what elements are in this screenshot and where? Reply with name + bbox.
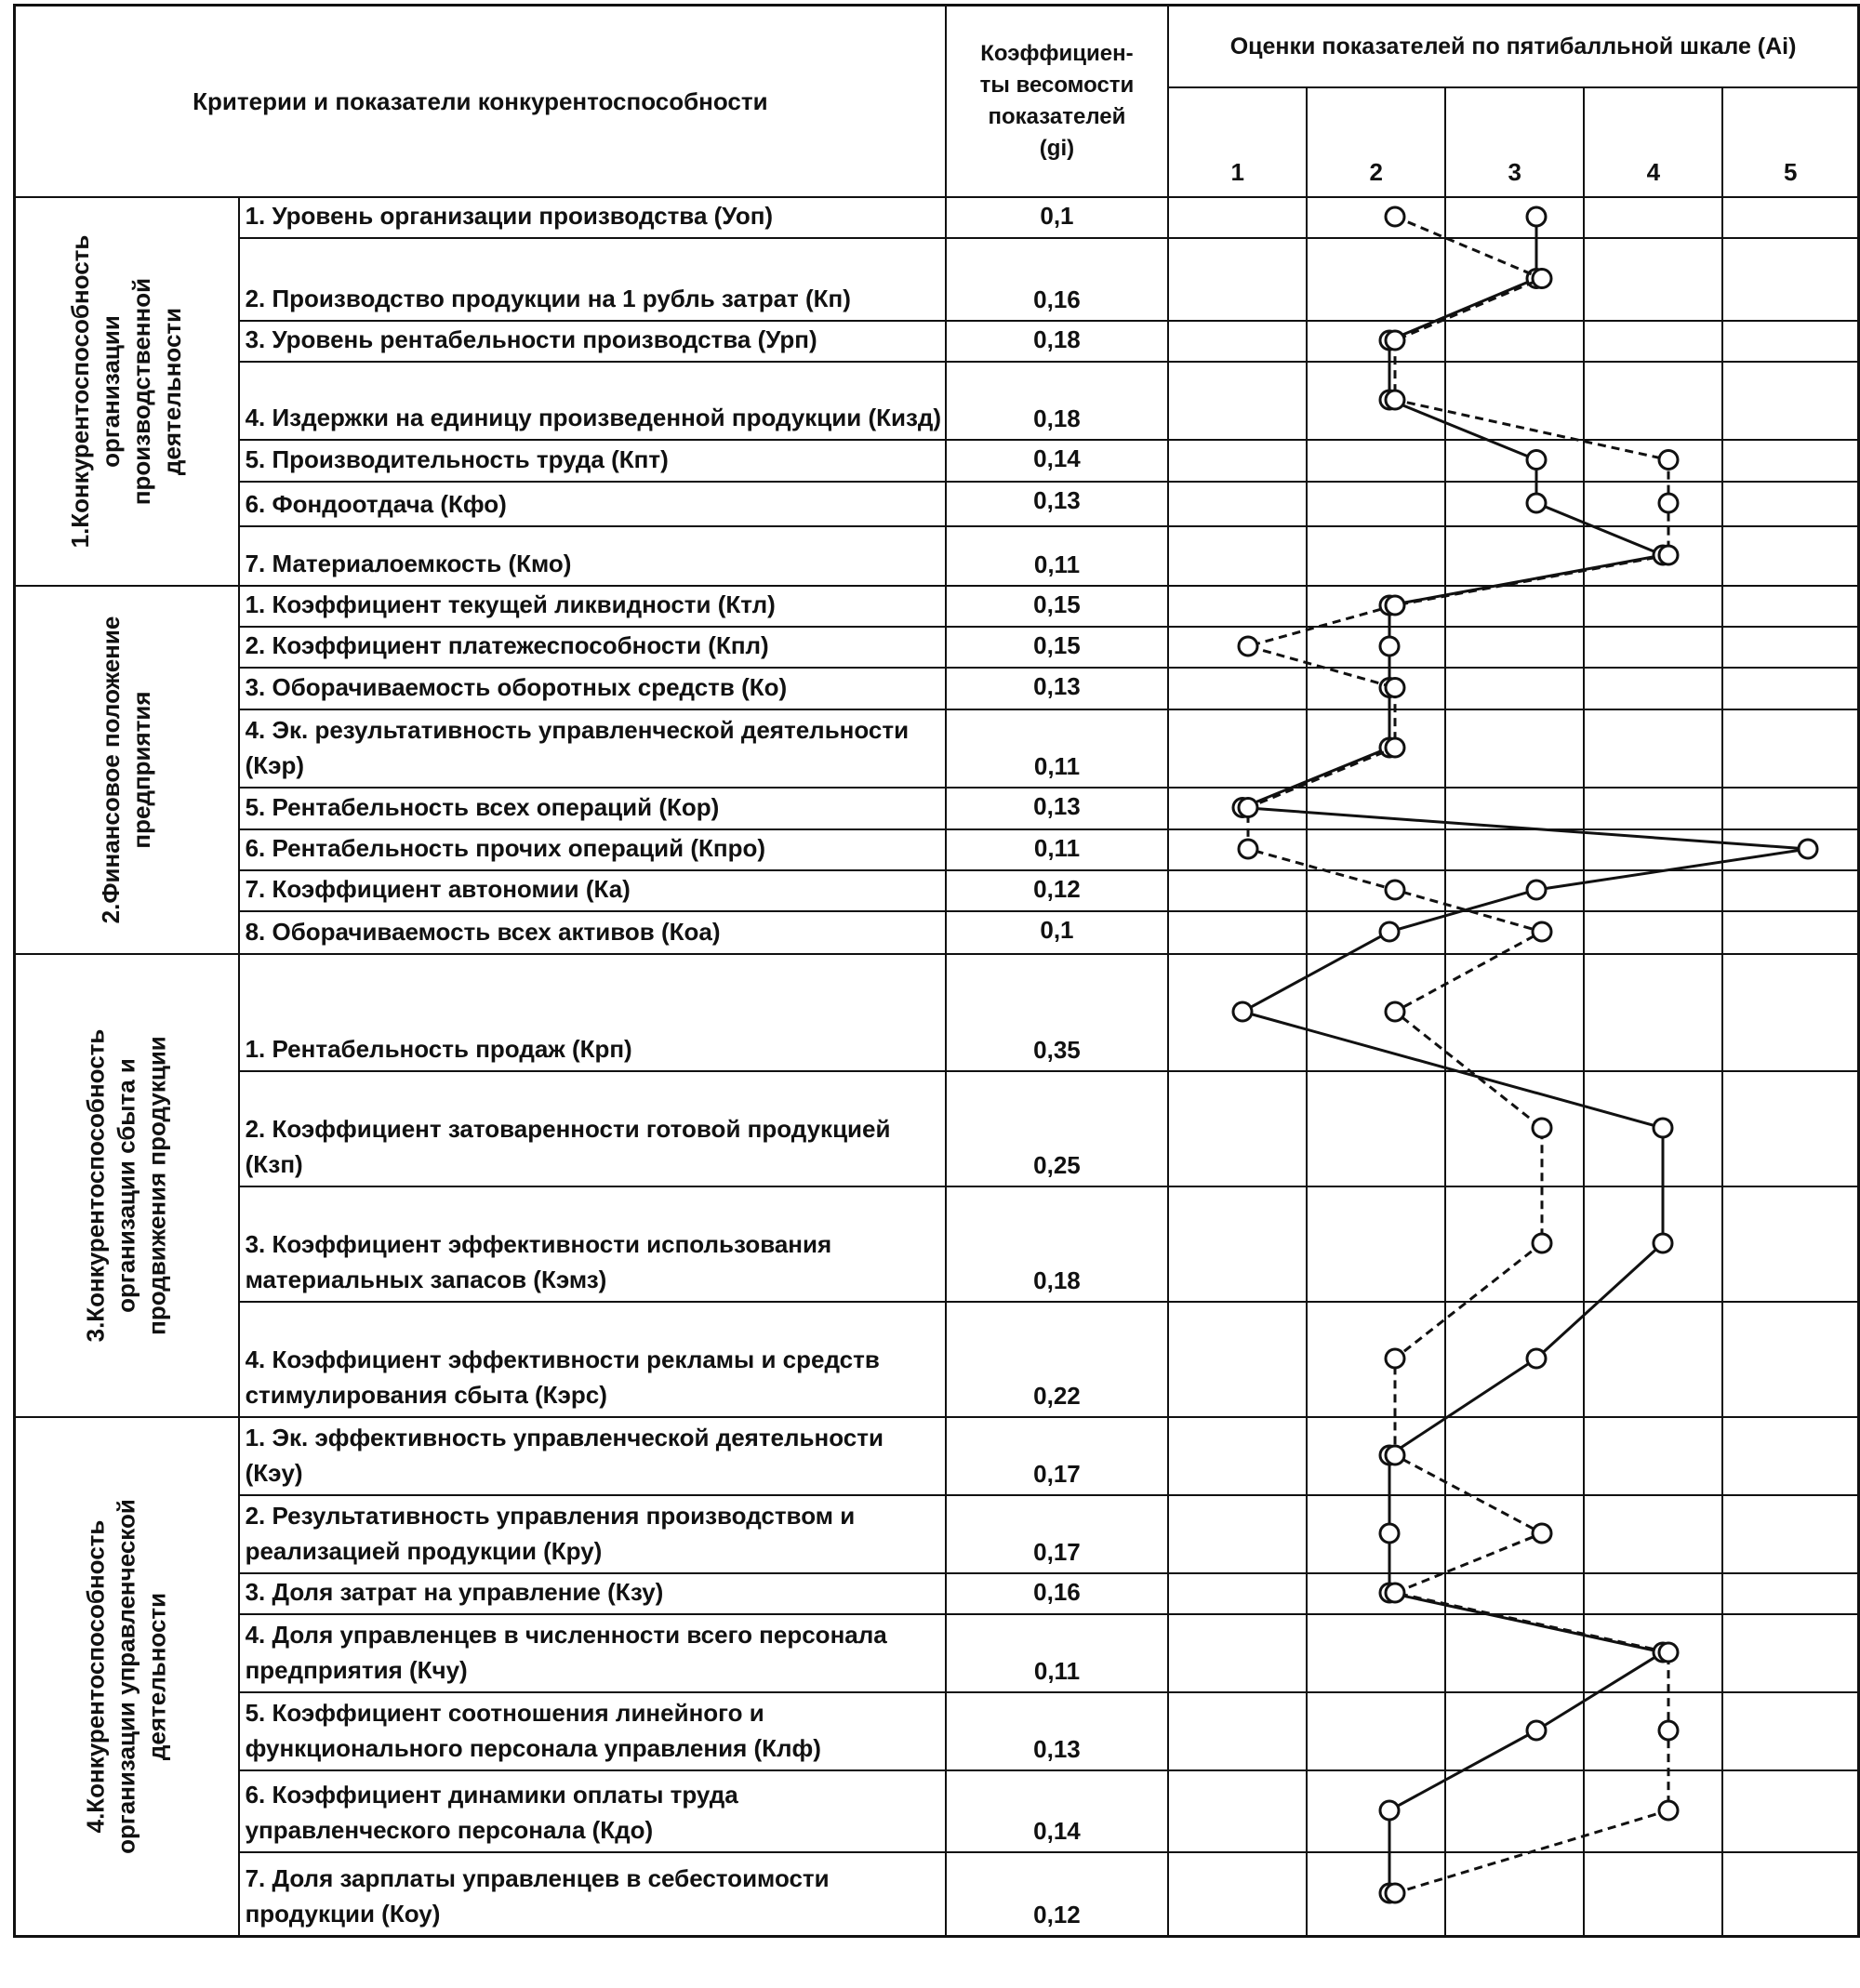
score-cell: [1168, 911, 1307, 954]
score-cell: [1307, 788, 1445, 829]
score-cell: [1445, 1186, 1584, 1302]
score-cell: [1168, 1770, 1307, 1852]
score-cell: [1445, 1770, 1584, 1852]
score-cell: [1722, 321, 1858, 362]
indicator-name: 5. Коэффициент соотношения линейного и функционального персонала управления (Клф): [239, 1692, 946, 1770]
score-cell: [1168, 1071, 1307, 1186]
table-row: [15, 1302, 1859, 1417]
score-cell: [1445, 238, 1584, 321]
score-cell: [1722, 1692, 1858, 1770]
score-cell: [1307, 870, 1445, 911]
table-row: [15, 1852, 1859, 1936]
indicator-name: 4. Доля управленцев в численности всего персонала предприятия (Кчу): [239, 1614, 946, 1692]
indicator-weight: 0,11: [946, 1614, 1168, 1692]
score-cell: [1584, 1573, 1722, 1614]
score-cell: [1168, 1495, 1307, 1573]
table-row: [15, 526, 1859, 586]
score-cell: [1168, 482, 1307, 526]
indicator-weight: 0,14: [946, 440, 1168, 482]
score-cell: [1307, 709, 1445, 788]
score-cell: [1722, 1573, 1858, 1614]
indicator-weight: 0,11: [946, 709, 1168, 788]
score-column-5: 5: [1722, 87, 1858, 197]
header-criteria: Критерии и показатели конкурентоспособности: [15, 6, 946, 198]
table-row: [15, 1770, 1859, 1852]
group-label: 4.Конкурентоспособность организации управленческой деятельности: [81, 1498, 171, 1854]
score-cell: [1168, 627, 1307, 668]
indicator-name: 2. Результативность управления производством и реализацией продукции (Кру): [239, 1495, 946, 1573]
indicator-name: 2. Коэффициент затоваренности готовой продукцией (Кзп): [239, 1071, 946, 1186]
score-column-1: 1: [1168, 87, 1307, 197]
indicator-name: 1. Рентабельность продаж (Крп): [239, 954, 946, 1071]
score-cell: [1584, 911, 1722, 954]
indicator-weight: 0,1: [946, 197, 1168, 238]
score-cell: [1445, 954, 1584, 1071]
table-row: [15, 954, 1859, 1071]
header-weights: [946, 6, 1168, 198]
indicator-name: 4. Издержки на единицу произведенной продукции (Кизд): [239, 362, 946, 440]
indicator-weight: 0,16: [946, 238, 1168, 321]
table-row: [15, 1614, 1859, 1692]
group-label: 3.Конкурентоспособность организации сбыта и продвижения продукции: [81, 1028, 171, 1343]
score-cell: [1584, 1852, 1722, 1936]
score-cell: [1445, 197, 1584, 238]
score-cell: [1168, 788, 1307, 829]
score-cell: [1445, 1852, 1584, 1936]
score-cell: [1307, 1186, 1445, 1302]
indicator-weight: 0,16: [946, 1573, 1168, 1614]
score-cell: [1307, 362, 1445, 440]
score-cell: [1168, 954, 1307, 1071]
table-row: [15, 321, 1859, 362]
indicator-weight: 0,12: [946, 870, 1168, 911]
table-row: [15, 911, 1859, 954]
score-cell: [1445, 627, 1584, 668]
header-scores: Оценки показателей по пятибалльной шкале (Ai): [1168, 6, 1858, 88]
score-cell: [1445, 586, 1584, 627]
score-cell: [1584, 1302, 1722, 1417]
indicator-weight: 0,1: [946, 911, 1168, 954]
score-cell: [1722, 954, 1858, 1071]
competitiveness-table: [13, 4, 1860, 1938]
score-cell: [1307, 586, 1445, 627]
score-cell: [1722, 709, 1858, 788]
indicator-weight: 0,17: [946, 1417, 1168, 1495]
indicator-weight: 0,13: [946, 668, 1168, 709]
score-cell: [1445, 482, 1584, 526]
group-label-cell: [15, 1417, 239, 1936]
score-cell: [1722, 586, 1858, 627]
indicator-weight: 0,22: [946, 1302, 1168, 1417]
score-cell: [1168, 440, 1307, 482]
score-cell: [1722, 1770, 1858, 1852]
table-row: [15, 1071, 1859, 1186]
score-cell: [1307, 1071, 1445, 1186]
score-cell: [1307, 627, 1445, 668]
score-cell: [1722, 668, 1858, 709]
score-cell: [1584, 954, 1722, 1071]
score-cell: [1445, 1573, 1584, 1614]
score-cell: [1584, 627, 1722, 668]
indicator-weight: 0,25: [946, 1071, 1168, 1186]
score-cell: [1445, 321, 1584, 362]
score-cell: [1307, 1692, 1445, 1770]
score-cell: [1445, 829, 1584, 870]
score-cell: [1307, 238, 1445, 321]
table-row: [15, 1573, 1859, 1614]
header-weights-line: (gi): [1039, 136, 1075, 161]
score-cell: [1307, 829, 1445, 870]
indicator-name: 7. Доля зарплаты управленцев в себестоимости продукции (Коу): [239, 1852, 946, 1936]
indicator-weight: 0,14: [946, 1770, 1168, 1852]
score-cell: [1584, 586, 1722, 627]
score-cell: [1445, 870, 1584, 911]
indicator-name: 4. Коэффициент эффективности рекламы и средств стимулирования сбыта (Кэрс): [239, 1302, 946, 1417]
score-cell: [1722, 911, 1858, 954]
indicator-name: 1. Эк. эффективность управленческой деятельности (Кэу): [239, 1417, 946, 1495]
table-row: [15, 709, 1859, 788]
score-cell: [1307, 1495, 1445, 1573]
table-row: [15, 668, 1859, 709]
score-cell: [1168, 238, 1307, 321]
score-cell: [1722, 1852, 1858, 1936]
indicator-name: 6. Рентабельность прочих операций (Кпро): [239, 829, 946, 870]
score-cell: [1584, 829, 1722, 870]
indicator-name: 3. Коэффициент эффективности использования материальных запасов (Кэмз): [239, 1186, 946, 1302]
score-cell: [1584, 709, 1722, 788]
score-cell: [1584, 482, 1722, 526]
table-row: [15, 440, 1859, 482]
table-row: [15, 829, 1859, 870]
score-cell: [1168, 362, 1307, 440]
score-cell: [1722, 1186, 1858, 1302]
score-cell: [1445, 440, 1584, 482]
indicator-name: 3. Уровень рентабельности производства (Урп): [239, 321, 946, 362]
score-cell: [1307, 526, 1445, 586]
indicator-weight: 0,17: [946, 1495, 1168, 1573]
score-cell: [1445, 1495, 1584, 1573]
score-cell: [1307, 911, 1445, 954]
score-cell: [1584, 870, 1722, 911]
score-cell: [1307, 1852, 1445, 1936]
table-row: [15, 788, 1859, 829]
indicator-weight: 0,15: [946, 586, 1168, 627]
indicator-name: 7. Материалоемкость (Кмо): [239, 526, 946, 586]
score-cell: [1722, 788, 1858, 829]
score-cell: [1168, 1692, 1307, 1770]
score-cell: [1307, 1770, 1445, 1852]
indicator-name: 4. Эк. результативность управленческой деятельности (Кэр): [239, 709, 946, 788]
score-cell: [1584, 1071, 1722, 1186]
table-row: [15, 1495, 1859, 1573]
indicator-name: 8. Оборачиваемость всех активов (Коа): [239, 911, 946, 954]
score-cell: [1168, 870, 1307, 911]
score-cell: [1584, 440, 1722, 482]
score-cell: [1168, 1573, 1307, 1614]
score-cell: [1168, 709, 1307, 788]
score-cell: [1722, 362, 1858, 440]
indicator-weight: 0,35: [946, 954, 1168, 1071]
indicator-name: 3. Доля затрат на управление (Кзу): [239, 1573, 946, 1614]
indicator-name: 6. Фондоотдача (Кфо): [239, 482, 946, 526]
group-label-cell: [15, 954, 239, 1417]
score-cell: [1722, 1417, 1858, 1495]
indicator-name: 7. Коэффициент автономии (Ка): [239, 870, 946, 911]
score-cell: [1584, 1692, 1722, 1770]
score-cell: [1584, 526, 1722, 586]
score-cell: [1168, 526, 1307, 586]
score-cell: [1168, 1186, 1307, 1302]
indicator-weight: 0,11: [946, 829, 1168, 870]
indicator-weight: 0,15: [946, 627, 1168, 668]
score-cell: [1445, 668, 1584, 709]
score-cell: [1584, 1495, 1722, 1573]
score-cell: [1307, 440, 1445, 482]
score-column-4: 4: [1584, 87, 1722, 197]
score-cell: [1445, 709, 1584, 788]
score-cell: [1168, 668, 1307, 709]
score-cell: [1722, 238, 1858, 321]
score-cell: [1445, 526, 1584, 586]
score-cell: [1584, 788, 1722, 829]
indicator-weight: 0,13: [946, 482, 1168, 526]
score-cell: [1445, 1302, 1584, 1417]
score-cell: [1584, 197, 1722, 238]
score-cell: [1307, 321, 1445, 362]
score-cell: [1168, 1302, 1307, 1417]
score-cell: [1445, 911, 1584, 954]
indicator-name: 3. Оборачиваемость оборотных средств (Ко): [239, 668, 946, 709]
score-cell: [1307, 482, 1445, 526]
score-column-2: 2: [1307, 87, 1445, 197]
score-cell: [1307, 1614, 1445, 1692]
score-cell: [1584, 1186, 1722, 1302]
score-cell: [1722, 1614, 1858, 1692]
score-cell: [1168, 1417, 1307, 1495]
score-cell: [1168, 586, 1307, 627]
score-cell: [1584, 321, 1722, 362]
group-label: 1.Конкурентоспособность организации производственной деятельности: [66, 234, 187, 549]
score-cell: [1168, 1614, 1307, 1692]
score-cell: [1168, 321, 1307, 362]
score-cell: [1722, 829, 1858, 870]
score-cell: [1722, 482, 1858, 526]
group-label: 2.Финансовое положение предприятия: [97, 616, 156, 924]
score-cell: [1722, 627, 1858, 668]
header-weights-line: показателей: [988, 104, 1126, 129]
indicator-name: 1. Коэффициент текущей ликвидности (Ктл): [239, 586, 946, 627]
score-cell: [1584, 238, 1722, 321]
score-cell: [1307, 1573, 1445, 1614]
score-cell: [1445, 1614, 1584, 1692]
score-column-3: 3: [1445, 87, 1584, 197]
table-row: [15, 197, 1859, 238]
table-row: [15, 238, 1859, 321]
indicator-weight: 0,18: [946, 362, 1168, 440]
score-cell: [1445, 1417, 1584, 1495]
table-row: [15, 1186, 1859, 1302]
indicator-name: 1. Уровень организации производства (Уоп): [239, 197, 946, 238]
score-cell: [1445, 788, 1584, 829]
indicator-name: 6. Коэффициент динамики оплаты труда управленческого персонала (Кдо): [239, 1770, 946, 1852]
score-cell: [1168, 1852, 1307, 1936]
score-cell: [1445, 1692, 1584, 1770]
indicator-weight: 0,18: [946, 321, 1168, 362]
score-cell: [1307, 197, 1445, 238]
table-row: [15, 362, 1859, 440]
score-cell: [1168, 829, 1307, 870]
table-row: [15, 586, 1859, 627]
score-cell: [1722, 1302, 1858, 1417]
score-cell: [1722, 526, 1858, 586]
table-row: [15, 482, 1859, 526]
score-cell: [1168, 197, 1307, 238]
indicator-weight: 0,18: [946, 1186, 1168, 1302]
indicator-name: 2. Производство продукции на 1 рубль затрат (Кп): [239, 238, 946, 321]
score-cell: [1584, 1417, 1722, 1495]
indicator-name: 5. Производительность труда (Кпт): [239, 440, 946, 482]
indicator-name: 2. Коэффициент платежеспособности (Кпл): [239, 627, 946, 668]
score-cell: [1722, 440, 1858, 482]
score-cell: [1307, 1417, 1445, 1495]
table-row: [15, 627, 1859, 668]
table-row: [15, 1692, 1859, 1770]
header-weights-line: Коэффициен-: [980, 41, 1134, 66]
score-cell: [1584, 362, 1722, 440]
score-cell: [1307, 1302, 1445, 1417]
score-cell: [1584, 1770, 1722, 1852]
table-row: [15, 870, 1859, 911]
group-label-cell: [15, 586, 239, 954]
table-row: [15, 1417, 1859, 1495]
group-label-cell: [15, 197, 239, 586]
score-cell: [1722, 1495, 1858, 1573]
score-cell: [1722, 870, 1858, 911]
score-cell: [1584, 1614, 1722, 1692]
indicator-weight: 0,12: [946, 1852, 1168, 1936]
score-cell: [1307, 954, 1445, 1071]
score-cell: [1722, 197, 1858, 238]
score-cell: [1445, 362, 1584, 440]
indicator-name: 5. Рентабельность всех операций (Кор): [239, 788, 946, 829]
indicator-weight: 0,13: [946, 1692, 1168, 1770]
score-cell: [1722, 1071, 1858, 1186]
score-cell: [1307, 668, 1445, 709]
indicator-weight: 0,11: [946, 526, 1168, 586]
score-cell: [1584, 668, 1722, 709]
indicator-weight: 0,13: [946, 788, 1168, 829]
score-cell: [1445, 1071, 1584, 1186]
header-weights-line: ты весомости: [979, 73, 1135, 98]
